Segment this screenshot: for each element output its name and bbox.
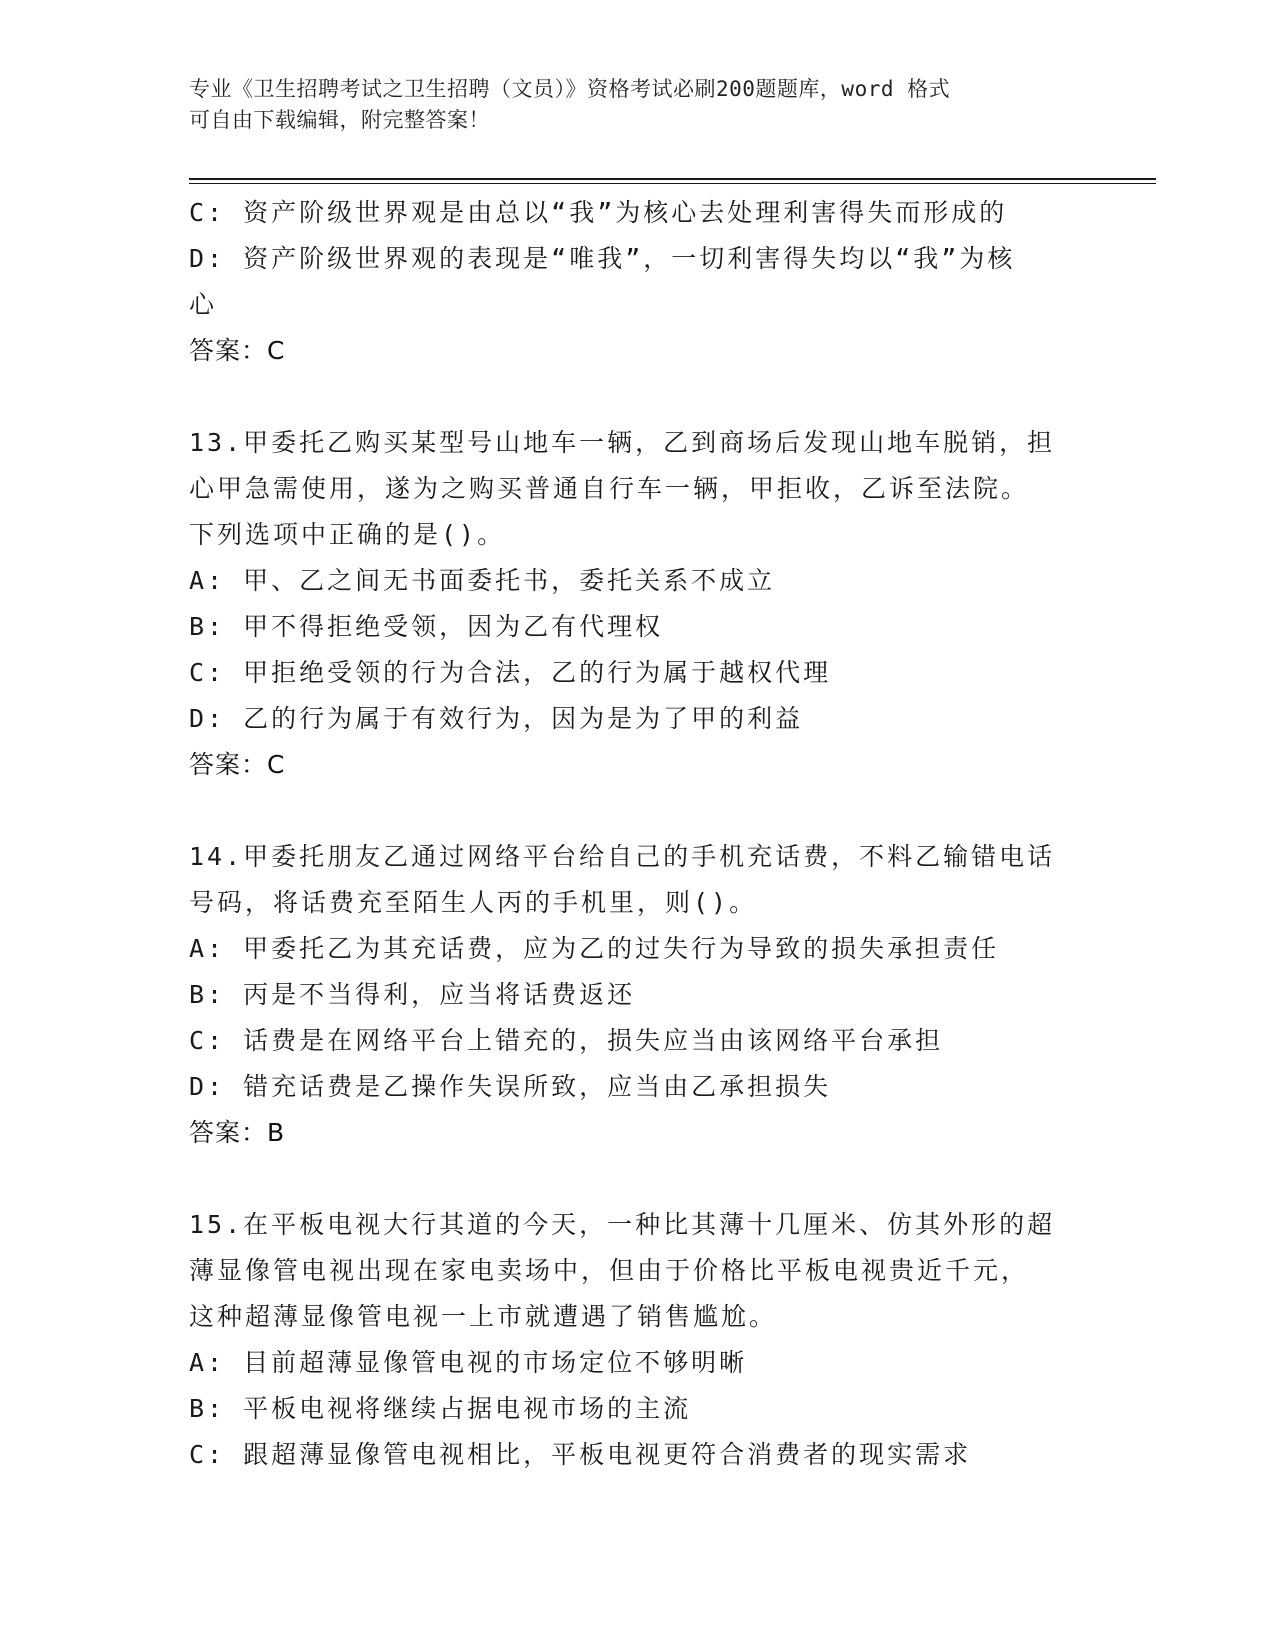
question-15 — [189, 1202, 1089, 1478]
option-d: D: 资产阶级世界观的表现是“唯我”，一切利害得失均以“我”为核 — [189, 244, 1016, 273]
option-c: C: 甲拒绝受领的行为合法，乙的行为属于越权代理 — [189, 658, 832, 687]
stem-line: 这种超薄显像管电视一上市就遭遇了销售尴尬。 — [189, 1302, 778, 1331]
header-title-line-2: 可自由下载编辑，附完整答案！ — [189, 108, 490, 132]
question-stem — [189, 1202, 1089, 1340]
option-c: C: 资产阶级世界观是由总以“我”为核心去处理利害得失而形成的 — [189, 198, 1008, 227]
question-stem — [189, 834, 1089, 926]
option-a: A: 甲、乙之间无书面委托书，委托关系不成立 — [189, 566, 776, 595]
option-c: C: 跟超薄显像管电视相比，平板电视更符合消费者的现实需求 — [189, 1440, 972, 1469]
stem-line: 心甲急需使用，遂为之购买普通自行车一辆，甲拒收，乙诉至法院。 — [189, 474, 1030, 503]
stem-line: 下列选项中正确的是()。 — [189, 520, 506, 549]
header-divider-thin — [189, 183, 1156, 184]
spacer — [189, 374, 1089, 420]
header-title-line-1: 专业《卫生招聘考试之卫生招聘（文员）》资格考试必刷200题题库，word 格式 — [189, 77, 951, 101]
question-list — [189, 190, 1089, 1478]
question-12-continued — [189, 190, 1089, 374]
option-d: D: 错充话费是乙操作失误所致，应当由乙承担损失 — [189, 1072, 832, 1101]
option-a: A: 甲委托乙为其充话费，应为乙的过失行为导致的损失承担责任 — [189, 934, 1000, 963]
option-d: D: 乙的行为属于有效行为，因为是为了甲的利益 — [189, 704, 804, 733]
answer-label: 答案：C — [189, 336, 286, 365]
option-c: C: 话费是在网络平台上错充的，损失应当由该网络平台承担 — [189, 1026, 944, 1055]
option-b: B: 甲不得拒绝受领，因为乙有代理权 — [189, 612, 664, 641]
document-header — [189, 74, 1069, 136]
stem-line: 号码，将话费充至陌生人丙的手机里，则()。 — [189, 888, 758, 917]
answer-label: 答案：C — [189, 750, 286, 779]
stem-line: 薄显像管电视出现在家电卖场中，但由于价格比平板电视贵近千元， — [189, 1256, 1030, 1285]
question-13 — [189, 420, 1089, 788]
header-divider-thick — [189, 178, 1156, 180]
stem-line: 14.甲委托朋友乙通过网络平台给自己的手机充话费，不料乙输错电话 — [189, 842, 1056, 871]
stem-line: 15.在平板电视大行其道的今天，一种比其薄十几厘米、仿其外形的超 — [189, 1210, 1056, 1239]
answer-label: 答案：B — [189, 1118, 286, 1147]
option-b: B: 丙是不当得利，应当将话费返还 — [189, 980, 636, 1009]
stem-line: 13.甲委托乙购买某型号山地车一辆，乙到商场后发现山地车脱销，担 — [189, 428, 1056, 457]
option-a: A: 目前超薄显像管电视的市场定位不够明晰 — [189, 1348, 748, 1377]
spacer — [189, 788, 1089, 834]
question-14 — [189, 834, 1089, 1156]
spacer — [189, 1156, 1089, 1202]
question-stem — [189, 420, 1089, 558]
option-b: B: 平板电视将继续占据电视市场的主流 — [189, 1394, 692, 1423]
option-d-continued: 心 — [189, 290, 218, 319]
